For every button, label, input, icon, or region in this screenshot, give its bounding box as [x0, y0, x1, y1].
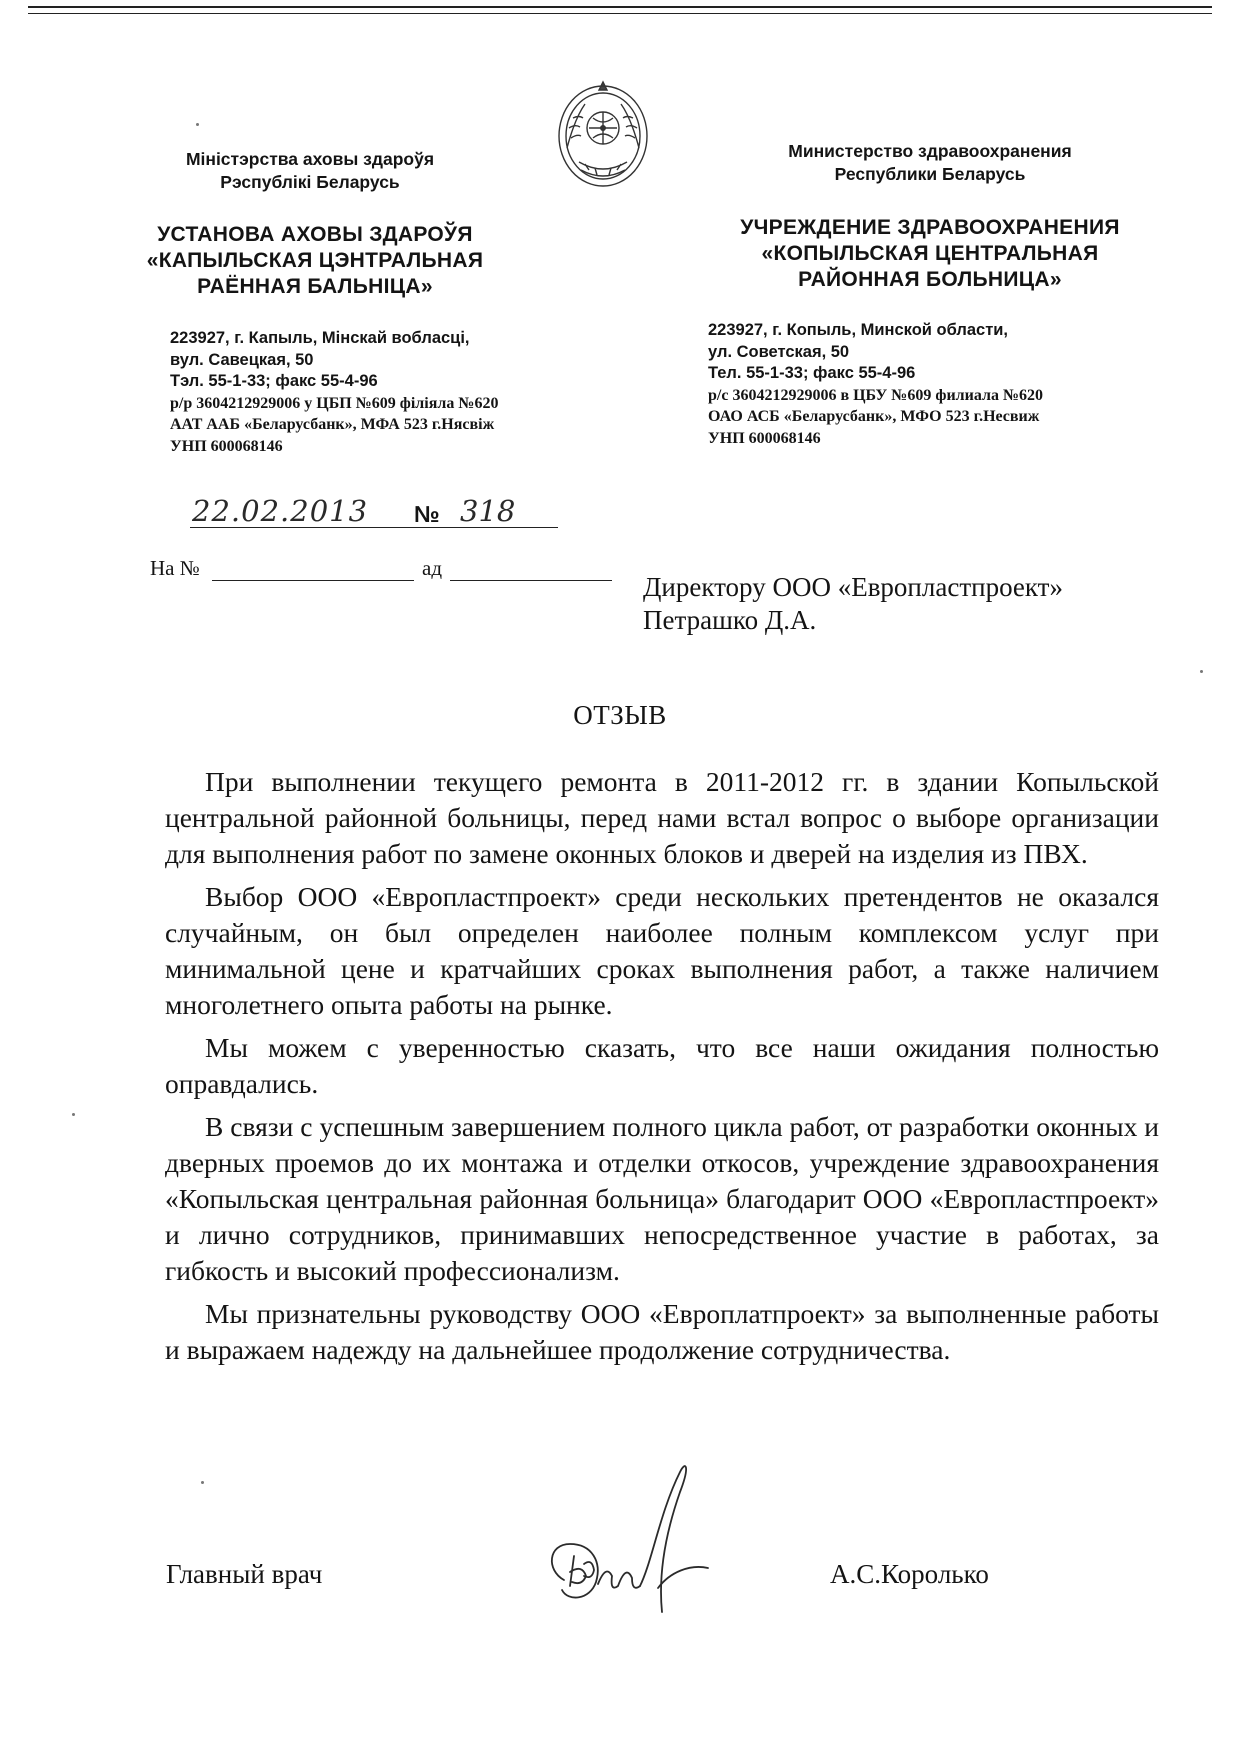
- unp-line: УНП 600068146: [170, 437, 283, 455]
- bank-account-line: р/с 3604212929006 в ЦБУ №609 филиала №620: [708, 386, 1044, 404]
- body-paragraph: Мы признательны руководству ООО «Европлатпроект» за выполненные работы и выражаем надежду на дальнейшее продолжение сотрудничества.: [165, 1298, 1159, 1365]
- organization-name-belarusian: [100, 222, 530, 300]
- document-title: ОТЗЫВ: [573, 700, 667, 730]
- letter-body: [165, 764, 1159, 1375]
- body-paragraph: Мы можем с уверенностью сказать, что все наши ожидания полностью оправдались.: [165, 1032, 1159, 1099]
- scan-speck: [1200, 670, 1203, 673]
- ministry-line: Міністэрства аховы здароўя: [185, 149, 435, 169]
- body-paragraph: В связи с успешным завершением полного цикла работ, от разработки оконных и дверных проемов до их монтажа и отделки откосов, учреждение здравоохранения «Копыльская центральная районная больница» благодарит ООО «Европластпроект» и лично сотрудников, принимавших непосредственное участие в работах, за гибкость и высокий профессионализм.: [165, 1111, 1159, 1286]
- address-block-belarusian: [170, 328, 498, 457]
- bank-name-line: ОАО АСБ «Беларусбанк», МФО 523 г.Несвиж: [708, 408, 1040, 425]
- org-line: «КАПЫЛЬСКАЯ ЦЭНТРАЛЬНАЯ: [146, 249, 484, 272]
- address-line: вул. Савецкая, 50: [170, 350, 314, 369]
- ministry-name-belarusian: [120, 148, 500, 194]
- handwritten-signature-icon: [540, 1452, 740, 1622]
- reference-number-label: На №: [150, 556, 200, 580]
- org-line: РАЙОННАЯ БОЛЬНИЦА»: [798, 268, 1062, 291]
- org-line: УЧРЕЖДЕНИЕ ЗДРАВООХРАНЕНИЯ: [740, 216, 1120, 239]
- body-paragraph: При выполнении текущего ремонта в 2011-2012 гг. в здании Копыльской центральной районной больницы, перед нами встал вопрос о выборе организации для выполнения работ по замене оконных блоков и дверей на изделия из ПВХ.: [165, 766, 1159, 869]
- organization-name-russian: [700, 215, 1160, 293]
- outgoing-date-handwritten: 22.02.2013: [192, 494, 369, 528]
- reference-number-blank: [212, 580, 414, 581]
- address-line: 223927, г. Копыль, Минской области,: [708, 321, 1008, 339]
- unp-line: УНП 600068146: [708, 429, 821, 447]
- address-line: 223927, г. Капыль, Мінскай вобласці,: [170, 329, 470, 347]
- phone-fax-line: Тел. 55-1-33; факс 55-4-96: [708, 364, 916, 382]
- scan-speck: [196, 123, 199, 126]
- outgoing-number-handwritten: 318: [460, 494, 516, 528]
- outgoing-number-label: №: [414, 501, 440, 527]
- address-line: ул. Советская, 50: [708, 342, 850, 361]
- recipient-block: [643, 571, 1063, 637]
- bank-name-line: ААТ ААБ «Беларусбанк», МФА 523 г.Нясвіж: [170, 416, 495, 433]
- address-block-russian: [708, 320, 1043, 449]
- reference-date-label: ад: [422, 556, 443, 580]
- reference-date-blank: [450, 580, 612, 581]
- ministry-line: Республики Беларусь: [834, 164, 1026, 184]
- scan-speck: [201, 1481, 204, 1484]
- signatory-position: Главный врач: [166, 1559, 323, 1589]
- recipient-name: Петрашко Д.А.: [643, 605, 817, 635]
- phone-fax-line: Тэл. 55-1-33; факс 55-4-96: [170, 372, 378, 390]
- ministry-line: Рэспублікі Беларусь: [220, 172, 400, 192]
- bank-account-line: р/р 3604212929006 у ЦБП №609 філіяла №620: [170, 394, 499, 412]
- top-border-line: [28, 6, 1212, 8]
- ministry-line: Министерство здравоохранения: [788, 141, 1072, 161]
- top-border-line-thin: [28, 13, 1212, 14]
- ministry-name-russian: [700, 140, 1160, 186]
- org-line: «КОПЫЛЬСКАЯ ЦЕНТРАЛЬНАЯ: [761, 242, 1099, 265]
- org-line: РАЁННАЯ БАЛЬНІЦА»: [197, 275, 433, 298]
- body-paragraph: Выбор ООО «Европластпроект» среди нескольких претендентов не оказался случайным, он был определен наиболее полным комплексом услуг при минимальной цене и кратчайших сроках выполнения работ, а также наличием многолетнего опыта работы на рынке.: [165, 881, 1159, 1020]
- org-line: УСТАНОВА АХОВЫ ЗДАРОЎЯ: [157, 223, 473, 246]
- state-emblem-icon: [555, 78, 651, 190]
- recipient-position: Директору ООО «Европластпроект»: [643, 572, 1063, 602]
- scan-speck: [72, 1113, 75, 1116]
- signatory-name: А.С.Королько: [830, 1559, 989, 1589]
